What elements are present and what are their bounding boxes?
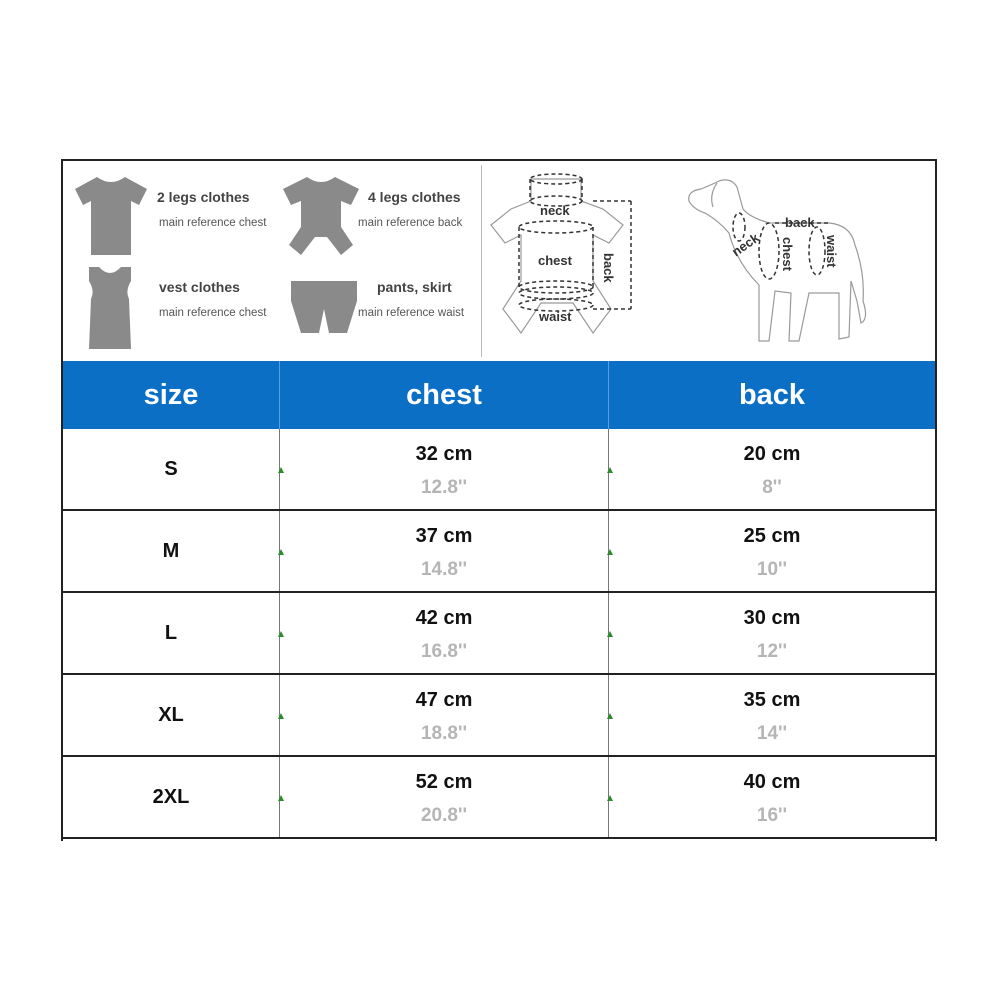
chest-cm: 47 cm (415, 689, 473, 711)
back-cm: 25 cm (743, 525, 801, 547)
chest-cell (280, 593, 608, 673)
pants-icon (289, 279, 359, 335)
dog-label-neck: neck (729, 229, 762, 260)
back-inch: 8'' (762, 477, 782, 498)
table-row (63, 429, 935, 511)
garment-label-chest: chest (538, 253, 572, 268)
back-inch: 16'' (756, 805, 788, 826)
guide-title-vest: vest clothes (159, 279, 240, 295)
chest-inch: 20.8'' (420, 805, 467, 826)
back-cell (609, 593, 935, 673)
back-cell (609, 511, 935, 591)
size-cell: S (164, 457, 178, 480)
guide-sub-vest: main reference chest (159, 307, 267, 319)
chest-cm: 32 cm (415, 443, 473, 465)
guide-title-4-legs: 4 legs clothes (368, 189, 461, 205)
back-cell (609, 675, 935, 755)
guide-sub-4-legs: main reference back (358, 217, 463, 229)
size-chart (61, 159, 937, 841)
size-cell: L (164, 621, 178, 644)
header-back: back (738, 378, 806, 411)
table-header-row (63, 361, 935, 429)
back-inch: 12'' (756, 641, 788, 662)
chest-cell (280, 429, 608, 509)
size-cell: M (162, 539, 180, 562)
back-cell (609, 757, 935, 837)
garment-label-waist: waist (539, 309, 572, 324)
tshirt-icon (73, 175, 149, 257)
vest-icon (85, 265, 135, 351)
dog-measurement-diagram (679, 173, 879, 353)
dog-label-back: back (785, 215, 815, 230)
table-row (63, 757, 935, 839)
table-row (63, 511, 935, 593)
header-chest: chest (406, 378, 482, 411)
chest-cm: 42 cm (415, 607, 473, 629)
garment-label-neck: neck (540, 203, 570, 218)
back-inch: 10'' (756, 559, 788, 580)
back-cm: 30 cm (743, 607, 801, 629)
chest-inch: 18.8'' (420, 723, 467, 744)
chest-cm: 37 cm (415, 525, 473, 547)
back-cm: 40 cm (743, 771, 801, 793)
measurement-guide (63, 161, 935, 362)
size-table (63, 361, 935, 839)
back-cell (609, 429, 935, 509)
four-leg-garment-icon (281, 175, 361, 257)
chest-cell (280, 511, 608, 591)
guide-sub-pants: main reference waist (358, 307, 465, 319)
dog-label-waist: waist (824, 235, 839, 268)
chest-inch: 16.8'' (420, 641, 467, 662)
chest-cell (280, 757, 608, 837)
garment-label-back: back (601, 253, 616, 283)
chest-cell (280, 675, 608, 755)
back-cm: 35 cm (743, 689, 801, 711)
chest-inch: 12.8'' (420, 477, 467, 498)
guide-sub-2-legs: main reference chest (159, 217, 267, 229)
dog-label-chest: chest (780, 237, 795, 271)
table-row (63, 593, 935, 675)
guide-title-2-legs: 2 legs clothes (157, 189, 250, 205)
header-size: size (143, 378, 199, 411)
size-cell: 2XL (152, 785, 190, 808)
guide-divider (481, 165, 482, 357)
table-row (63, 675, 935, 757)
back-cm: 20 cm (743, 443, 801, 465)
chest-inch: 14.8'' (420, 559, 467, 580)
back-inch: 14'' (756, 723, 788, 744)
guide-title-pants: pants, skirt (377, 279, 452, 295)
size-cell: XL (158, 703, 184, 726)
chest-cm: 52 cm (415, 771, 473, 793)
